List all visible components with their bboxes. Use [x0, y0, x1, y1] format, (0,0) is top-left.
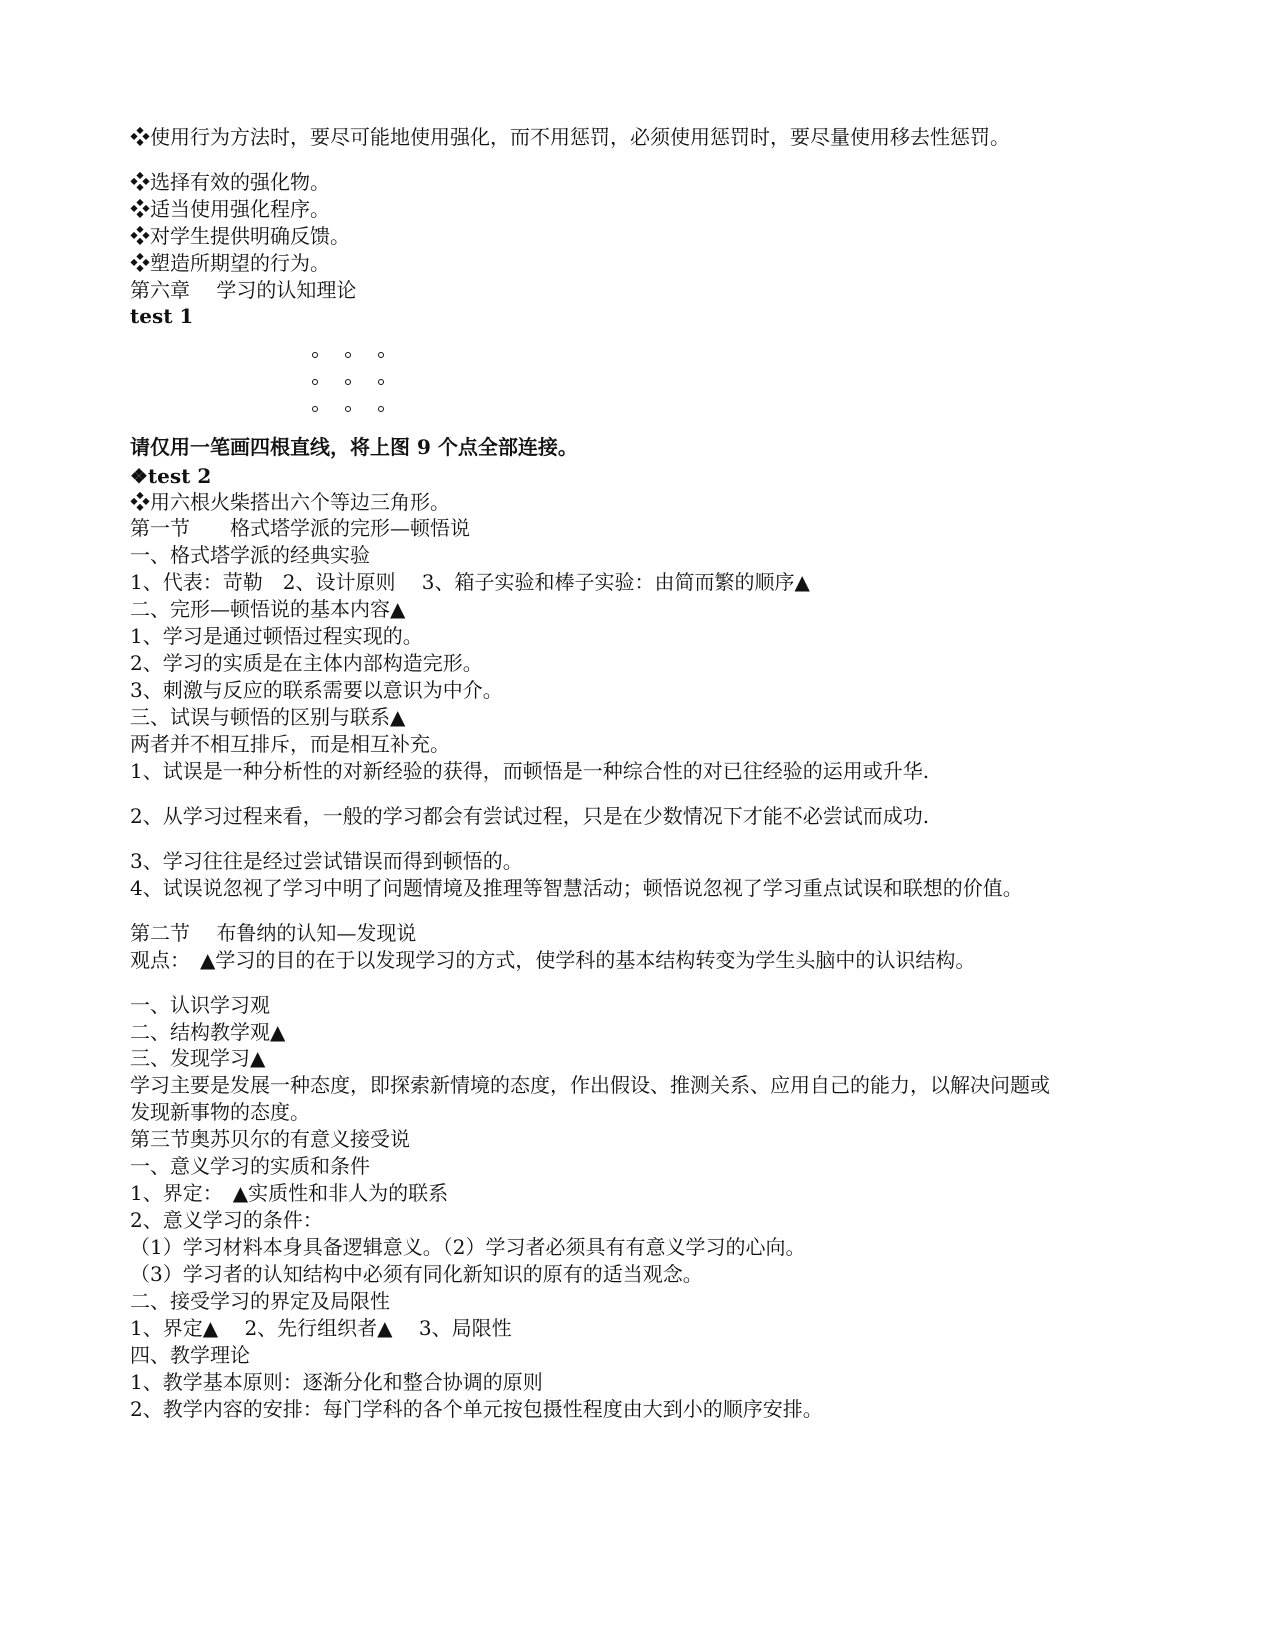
- text-line: ❖适当使用强化程序。: [130, 197, 330, 221]
- text-line: 2、教学内容的安排：每门学科的各个单元按包摄性程度由大到小的顺序安排。: [130, 1397, 823, 1421]
- text-line: 1、学习是通过顿悟过程实现的。: [130, 624, 423, 648]
- dot: [312, 352, 318, 358]
- text-line: 二、结构教学观▲: [130, 1020, 286, 1044]
- test-heading: ❖test 2: [130, 464, 212, 488]
- text-line: 1、界定▲ 2、先行组织者▲ 3、局限性: [130, 1316, 512, 1340]
- text-line: （3）学习者的认知结构中必须有同化新知识的原有的适当观念。: [130, 1262, 703, 1286]
- section-heading: 第三节奥苏贝尔的有意义接受说: [130, 1127, 410, 1151]
- text-line: 三、发现学习▲: [130, 1046, 266, 1070]
- text-line: 1、教学基本原则：逐渐分化和整合协调的原则: [130, 1370, 543, 1394]
- text-line: 1、界定： ▲实质性和非人为的联系: [130, 1181, 449, 1205]
- text-line: ❖用六根火柴搭出六个等边三角形。: [130, 490, 450, 514]
- text-line: 四、教学理论: [130, 1343, 250, 1367]
- test-heading: test 1: [130, 304, 194, 328]
- dot: [345, 379, 351, 385]
- text-line: 3、刺激与反应的联系需要以意识为中介。: [130, 678, 503, 702]
- text-line: ❖使用行为方法时，要尽可能地使用强化，而不用惩罚，必须使用惩罚时，要尽量使用移去性惩罚。: [130, 125, 1010, 149]
- text-line: 1、代表：苛勒 2、设计原则 3、箱子实验和棒子实验：由简而繁的顺序▲: [130, 570, 810, 594]
- text-line: 2、学习的实质是在主体内部构造完形。: [130, 651, 483, 675]
- text-line: 1、试误是一种分析性的对新经验的获得，而顿悟是一种综合性的对已往经验的运用或升华.: [130, 759, 930, 783]
- text-line: 4、试误说忽视了学习中明了问题情境及推理等智慧活动；顿悟说忽视了学习重点试误和联想的价值。: [130, 876, 1023, 900]
- text-line: 3、学习往往是经过尝试错误而得到顿悟的。: [130, 849, 523, 873]
- text-line: ❖选择有效的强化物。: [130, 170, 330, 194]
- section-heading: 第二节 布鲁纳的认知—发现说: [130, 921, 417, 945]
- text-line: 2、从学习过程来看，一般的学习都会有尝试过程，只是在少数情况下才能不必尝试而成功.: [130, 804, 930, 828]
- nine-dot-grid: [312, 352, 402, 426]
- text-line: 二、完形—顿悟说的基本内容▲: [130, 597, 406, 621]
- dot: [378, 379, 384, 385]
- dot: [378, 406, 384, 412]
- text-line: 两者并不相互排斥，而是相互补充。: [130, 732, 450, 756]
- text-line: 发现新事物的态度。: [130, 1100, 310, 1124]
- chapter-heading: 第六章 学习的认知理论: [130, 278, 357, 302]
- text-line: 学习主要是发展一种态度，即探索新情境的态度，作出假设、推测关系、应用自己的能力，以解决问题或: [130, 1073, 1050, 1097]
- dot: [312, 379, 318, 385]
- text-line: 一、格式塔学派的经典实验: [130, 543, 370, 567]
- puzzle-instruction: 请仅用一笔画四根直线，将上图 9 个点全部连接。: [130, 435, 578, 459]
- text-line: 一、认识学习观: [130, 993, 270, 1017]
- text-line: 二、接受学习的界定及局限性: [130, 1289, 390, 1313]
- section-heading: 第一节 格式塔学派的完形—顿悟说: [130, 516, 470, 540]
- text-line: ❖对学生提供明确反馈。: [130, 224, 350, 248]
- text-line: 三、试误与顿悟的区别与联系▲: [130, 705, 406, 729]
- text-line: 观点： ▲学习的目的在于以发现学习的方式，使学科的基本结构转变为学生头脑中的认识结构。: [130, 948, 976, 972]
- text-line: 2、意义学习的条件：: [130, 1208, 323, 1232]
- text-line: ❖塑造所期望的行为。: [130, 251, 330, 275]
- text-line: 一、意义学习的实质和条件: [130, 1154, 370, 1178]
- dot: [312, 406, 318, 412]
- dot: [345, 406, 351, 412]
- dot: [345, 352, 351, 358]
- text-line: （1）学习材料本身具备逻辑意义。（2）学习者必须具有有意义学习的心向。: [130, 1235, 806, 1259]
- dot: [378, 352, 384, 358]
